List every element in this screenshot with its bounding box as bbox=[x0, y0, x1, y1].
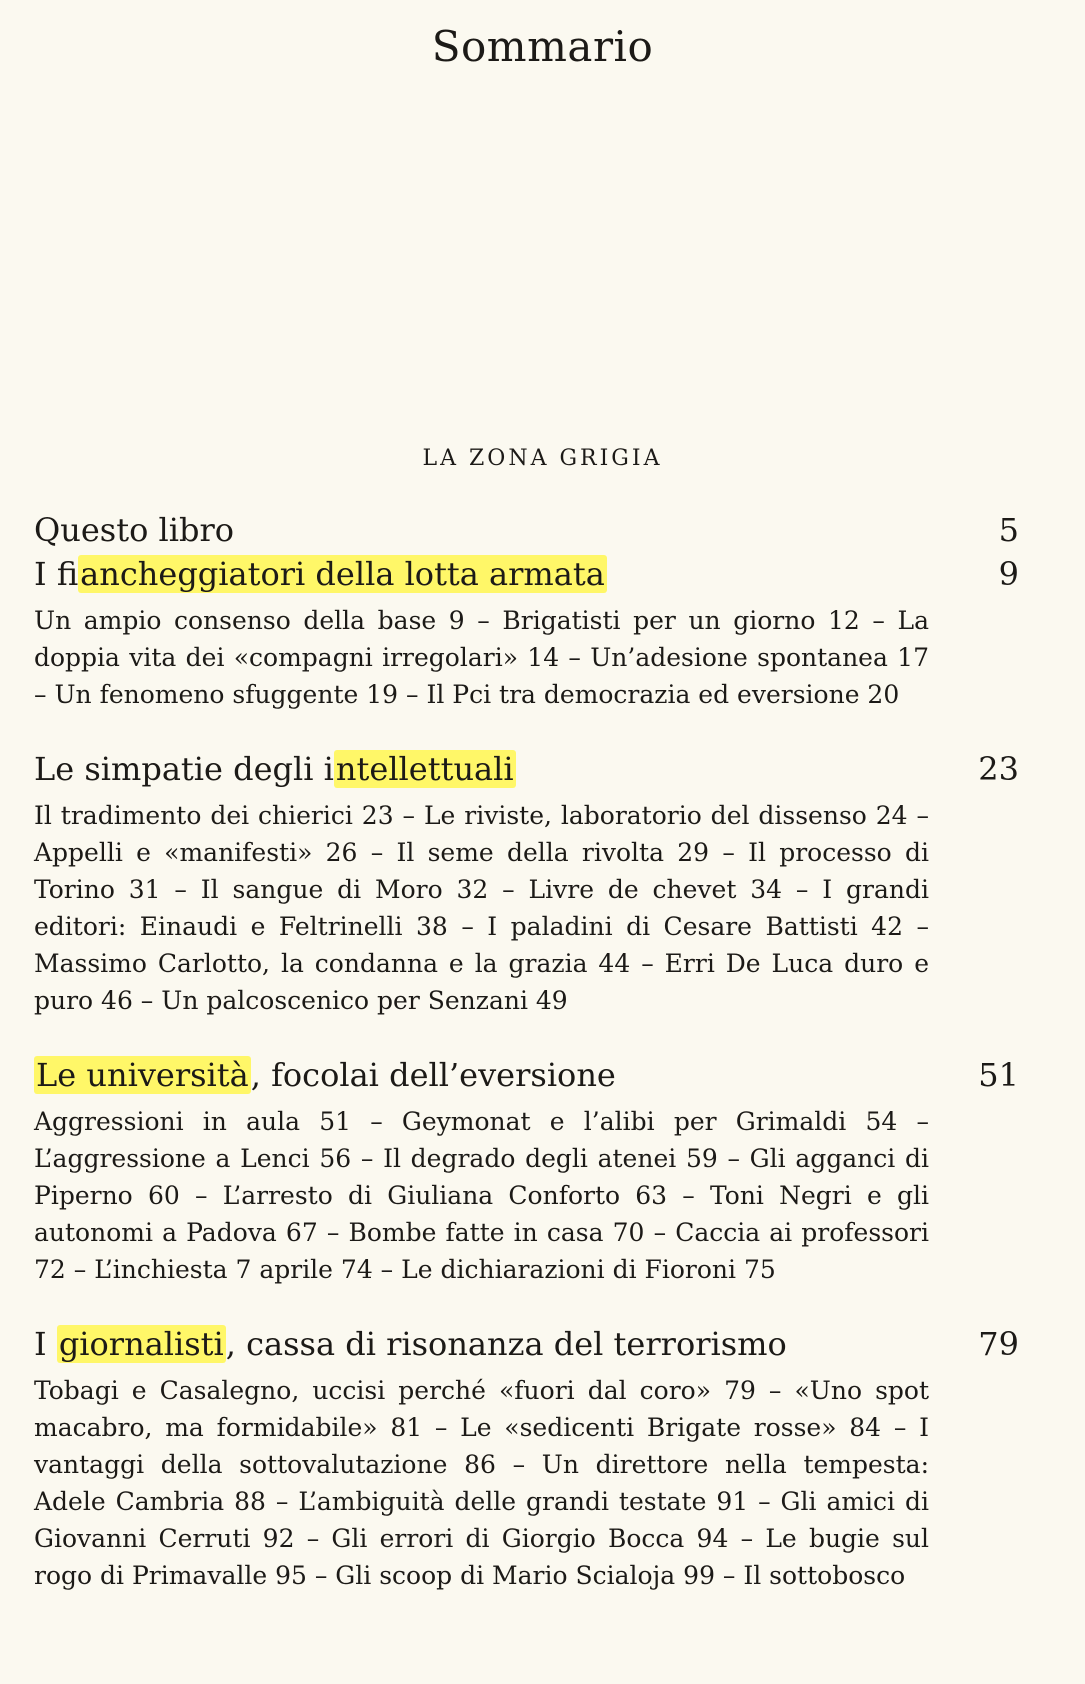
chapter-title: Questo libro bbox=[34, 511, 235, 549]
book-title: LA ZONA GRIGIA bbox=[422, 446, 663, 471]
chapter-subtopics: Un ampio consenso della base 9 – Brigatisti per un giorno 12 – La doppia vita dei «compagni irregolari» 14 – Un’adesione spontanea 17 – Un fenomeno sfuggente 19 – Il Pci tra democrazia ed eversione 20 bbox=[34, 606, 929, 709]
chapter-subtopics: Tobagi e Casalegno, uccisi perché «fuori dal coro» 79 – «Uno spot macabro, ma formidabile» 81 – Le «sedicenti Brigate rosse» 84 – I vantaggi della sottovalutazione 86 – Un direttore nella tempesta: Adele Cambria 88 – L’ambiguità delle grandi testate 91 – Gli amici di Giovanni Cerruti 92 – Gli errori di Giorgio Bocca 94 – Le bugie sul rogo di Primavalle 95 – Gli scoop di Mario Scialoja 99 – Il sottobosco bbox=[34, 1376, 929, 1590]
highlight-mark: ntellettuali bbox=[335, 750, 514, 788]
toc-entry-intellettuali bbox=[34, 747, 1019, 1019]
table-of-contents bbox=[34, 508, 1019, 1594]
highlight-mark: Le università bbox=[36, 1056, 249, 1094]
chapter-page-number: 51 bbox=[978, 1056, 1019, 1094]
chapter-subtopics: Il tradimento dei chierici 23 – Le riviste, laboratorio del dissenso 24 – Appelli e «manifesti» 26 – Il seme della rivolta 29 – Il processo di Torino 31 – Il sangue di Moro 32 – Livre de chevet 34 – I grandi editori: Einaudi e Feltrinelli 38 – I paladini di Cesare Battisti 42 – Massimo Carlotto, la condanna e la grazia 44 – Erri De Luca duro e puro 46 – Un palcoscenico per Senzani 49 bbox=[34, 801, 929, 1015]
chapter-page-number: 9 bbox=[998, 555, 1019, 593]
chapter-heading bbox=[34, 1322, 1019, 1366]
chapter-title: Le simpatie degli intellettuali bbox=[34, 750, 514, 788]
chapter-page-number: 5 bbox=[998, 511, 1019, 549]
toc-entry-universita bbox=[34, 1053, 1019, 1288]
toc-entry-questo-libro bbox=[34, 508, 1019, 552]
chapter-heading bbox=[34, 552, 1019, 596]
highlight-mark: giornalisti bbox=[58, 1325, 224, 1363]
chapter-heading bbox=[34, 508, 1019, 552]
chapter-subtopics: Aggressioni in aula 51 – Geymonat e l’alibi per Grimaldi 54 – L’aggressione a Lenci 56 – Il degrado degli atenei 59 – Gli agganci di Piperno 60 – L’arresto di Giuliana Conforto 63 – Toni Negri e gli autonomi a Padova 67 – Bombe fatte in casa 70 – Caccia ai professori 72 – L’inchiesta 7 aprile 74 – Le dichiarazioni di Fioroni 75 bbox=[34, 1107, 929, 1284]
chapter-title: I fiancheggiatori della lotta armata bbox=[34, 555, 605, 593]
highlight-mark: ancheggiatori della lotta armata bbox=[80, 555, 605, 593]
page-title: Sommario bbox=[431, 22, 654, 71]
chapter-title: Le università, focolai dell’eversione bbox=[36, 1056, 616, 1094]
chapter-heading bbox=[34, 1053, 1019, 1097]
chapter-page-number: 79 bbox=[978, 1325, 1019, 1363]
chapter-heading bbox=[34, 747, 1019, 791]
chapter-page-number: 23 bbox=[978, 750, 1019, 788]
toc-entry-fiancheggiatori bbox=[34, 552, 1019, 713]
chapter-title: I giornalisti, cassa di risonanza del terrorismo bbox=[34, 1325, 787, 1363]
toc-entry-giornalisti bbox=[34, 1322, 1019, 1594]
